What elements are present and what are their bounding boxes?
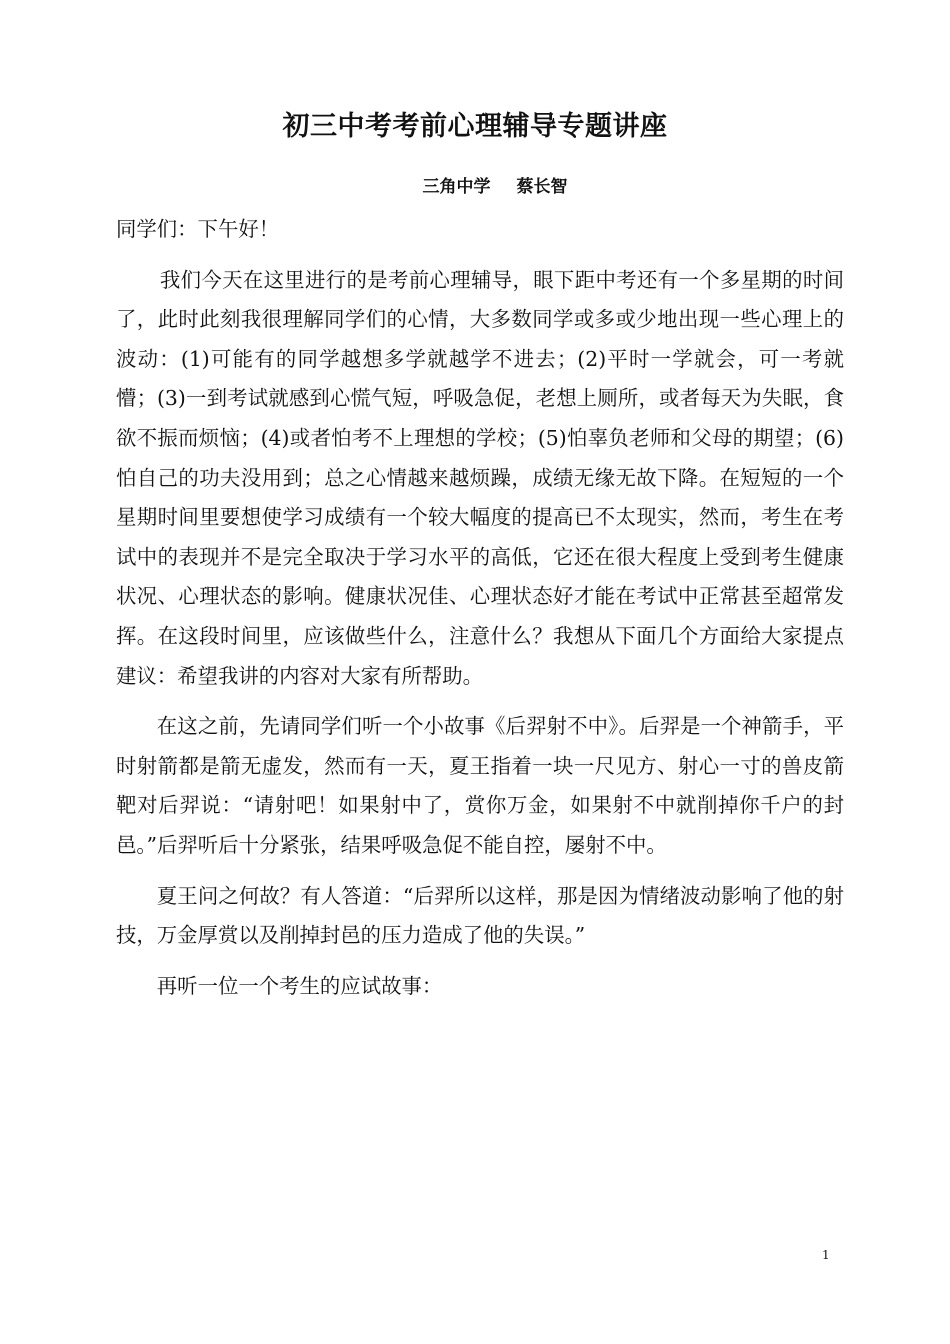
page-number: 1 [822,1248,830,1262]
document-body [116,210,844,1006]
body-paragraph: 我们今天在这里进行的是考前心理辅导，眼下距中考还有一个多星期的时间了，此时此刻我很理解同学们的心情，大多数同学或多或少地出现一些心理上的波动：(1)可能有的同学越想多学就越学不进去；(2)平时一学就会，可一考就懵；(3)一到考试就感到心慌气短，呼吸急促，老想上厕所，或者每天为失眠，食欲不振而烦恼；(4)或者怕考不上理想的学校；(5)怕辜负老师和父母的期望；(6)怕自己的功夫没用到；总之心情越来越烦躁，成绩无缘无故下降。在短短的一个星期时间里要想使学习成绩有一个较大幅度的提高已不太现实，然而，考生在考试中的表现并不是完全取决于学习水平的高低，它还在很大程度上受到考生健康状况、心理状态的影响。健康状况佳、心理状态好才能在考试中正常甚至超常发挥。在这段时间里，应该做些什么，注意什么？我想从下面几个方面给大家提点建议：希望我讲的内容对大家有所帮助。 [116,267,844,688]
document-title: 初三中考考前心理辅导专题讲座 [282,111,668,142]
school-name: 三角中学 [422,177,491,197]
body-paragraph: 再听一位一个考生的应试故事： [156,973,443,998]
greeting-paragraph: 同学们：下午好！ [116,217,280,241]
body-paragraph: 夏王问之何故？有人答道：“后羿所以这样，那是因为情绪波动影响了他的射技，万金厚赏以及削掉封邑的压力造成了他的失误。” [116,883,844,948]
byline [0,172,950,197]
body-paragraph: 在这之前，先请同学们听一个小故事《后羿射不中》。后羿是一个神箭手，平时射箭都是箭无虚发，然而有一天，夏王指着一块一尺见方、射心一寸的兽皮箭靶对后羿说：“请射吧！如果射中了，赏你万金，如果射不中就削掉你千户的封邑。”后羿听后十分紧张，结果呼吸急促不能自控，屡射不中。 [116,714,844,857]
author-name: 蔡长智 [516,177,568,197]
